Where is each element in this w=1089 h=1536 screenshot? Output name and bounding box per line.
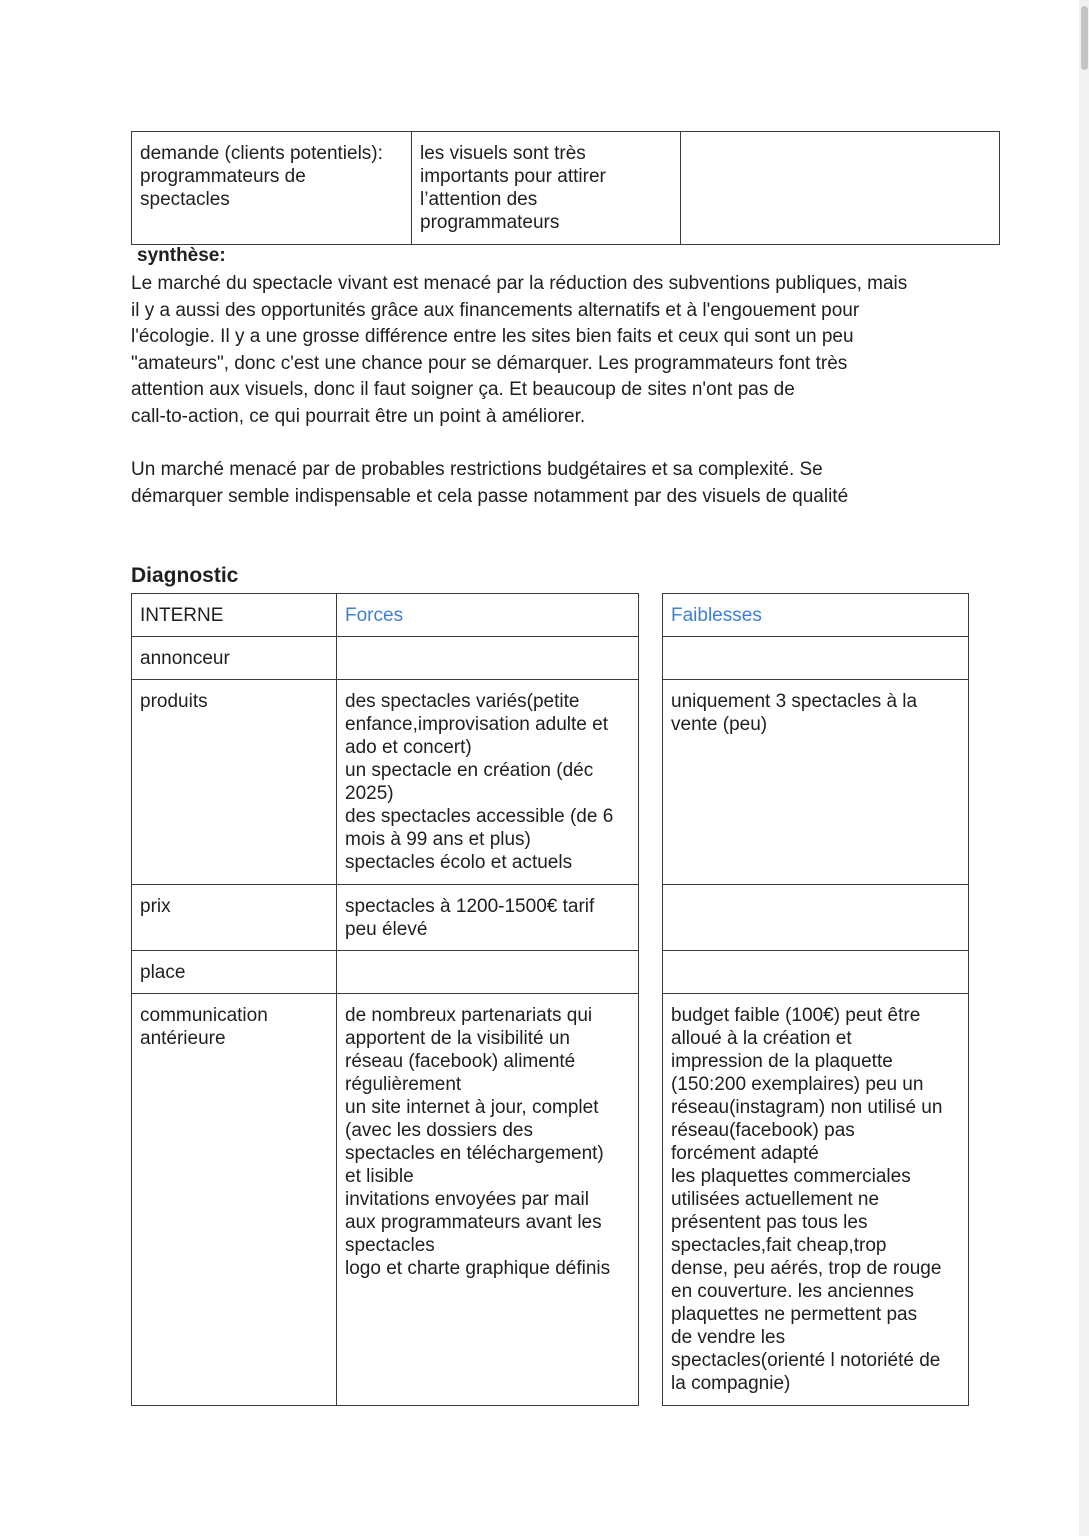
forces-text: de nombreux partenariats qui apportent de la visibilité un réseau (facebook) alimenté régulièrement un site internet à jour, complet (avec les dossiers des spectacles en téléchargement) et lisible invitations envoyées par mail aux programmateurs avant les spectacles logo et charte graphique définis <box>345 1005 611 1279</box>
forces-cell[interactable] <box>337 994 639 1406</box>
page-scrollbar[interactable] <box>1079 0 1089 1536</box>
row-label-cell[interactable] <box>132 951 337 994</box>
table-row <box>132 680 639 885</box>
row-label-cell[interactable] <box>132 637 337 680</box>
diagnostic-forces-table <box>131 593 639 1406</box>
table-row <box>663 994 969 1406</box>
forces-text: des spectacles variés(petite enfance,improvisation adulte et ado et concert) un spectacle en création (déc 2025) des spectacles accessible (de 6 mois à 99 ans et plus) spectacles écolo et actuels <box>345 691 614 873</box>
forces-text: spectacles à 1200-1500€ tarif peu élevé <box>345 896 595 940</box>
table-row <box>663 637 969 680</box>
table-row <box>663 680 969 885</box>
row-label: prix <box>140 896 171 917</box>
market-cell-empty[interactable] <box>681 132 1000 245</box>
table-row <box>132 994 639 1406</box>
table-row <box>132 951 639 994</box>
diagnostic-faiblesses-table <box>662 593 969 1406</box>
synthese-paragraph-2: Un marché menacé par de probables restrictions budgétaires et sa complexité. Se démarquer semble indispensable et cela passe notamment par des visuels de qualité <box>131 459 849 507</box>
header-faiblesses[interactable] <box>663 594 969 637</box>
table-row <box>132 637 639 680</box>
table-row <box>663 594 969 637</box>
row-label: place <box>140 962 186 983</box>
row-label: annonceur <box>140 648 230 669</box>
diagnostic-heading: Diagnostic <box>131 564 239 587</box>
forces-cell[interactable] <box>337 637 639 680</box>
header-interne-label: INTERNE <box>140 605 224 626</box>
header-forces-label: Forces <box>345 605 404 626</box>
row-label-cell[interactable] <box>132 994 337 1406</box>
cell-text: demande (clients potentiels): programmateurs de spectacles <box>140 143 383 210</box>
row-label: communication antérieure <box>140 1005 268 1049</box>
forces-cell[interactable] <box>337 951 639 994</box>
table-row <box>132 885 639 951</box>
forces-cell[interactable] <box>337 680 639 885</box>
table-row <box>663 951 969 994</box>
table-row <box>132 594 639 637</box>
row-label-cell[interactable] <box>132 680 337 885</box>
faiblesses-cell[interactable] <box>663 885 969 951</box>
scrollbar-thumb[interactable] <box>1081 6 1088 70</box>
table-row <box>663 885 969 951</box>
faiblesses-text: uniquement 3 spectacles à la vente (peu) <box>671 691 918 735</box>
synthese-heading: synthèse: <box>137 245 226 266</box>
cell-text: les visuels sont très importants pour attirer l’attention des programmateurs <box>420 143 606 233</box>
forces-cell[interactable] <box>337 885 639 951</box>
table-row <box>132 132 1000 245</box>
faiblesses-text: budget faible (100€) peut être alloué à la création et impression de la plaquette (150:200 exemplaires) peu un réseau(instagram) non utilisé un réseau(facebook) pas forcément adapté les plaquettes commerciales utilisées actuellement ne présentent pas tous les spectacles,fait cheap,trop dense, peu aérés, trop de rouge en couverture. les anciennes plaquettes ne permettent pas de vendre les spectacles(orienté l notoriété de la compagnie) <box>671 1005 943 1394</box>
faiblesses-cell[interactable] <box>663 951 969 994</box>
market-cell-demande[interactable] <box>132 132 412 245</box>
faiblesses-cell[interactable] <box>663 994 969 1406</box>
header-faiblesses-label: Faiblesses <box>671 605 762 626</box>
row-label: produits <box>140 691 208 712</box>
faiblesses-cell[interactable] <box>663 637 969 680</box>
row-label-cell[interactable] <box>132 885 337 951</box>
faiblesses-cell[interactable] <box>663 680 969 885</box>
market-table <box>131 131 1000 245</box>
header-interne[interactable] <box>132 594 337 637</box>
synthese-paragraph-1: Le marché du spectacle vivant est menacé par la réduction des subventions publiques, mais il y a aussi des opportunités grâce aux financements alternatifs et à l'engouement pour l'écologie. Il y a une grosse différence entre les sites bien faits et ceux qui sont un peu "amateurs", donc c'est une chance pour se démarquer. Les programmateurs font très attention aux visuels, donc il faut soigner ça. Et beaucoup de sites n'ont pas de call-to-action, ce qui pourrait être un point à améliorer. <box>131 273 908 427</box>
header-forces[interactable] <box>337 594 639 637</box>
market-cell-visuels[interactable] <box>412 132 681 245</box>
